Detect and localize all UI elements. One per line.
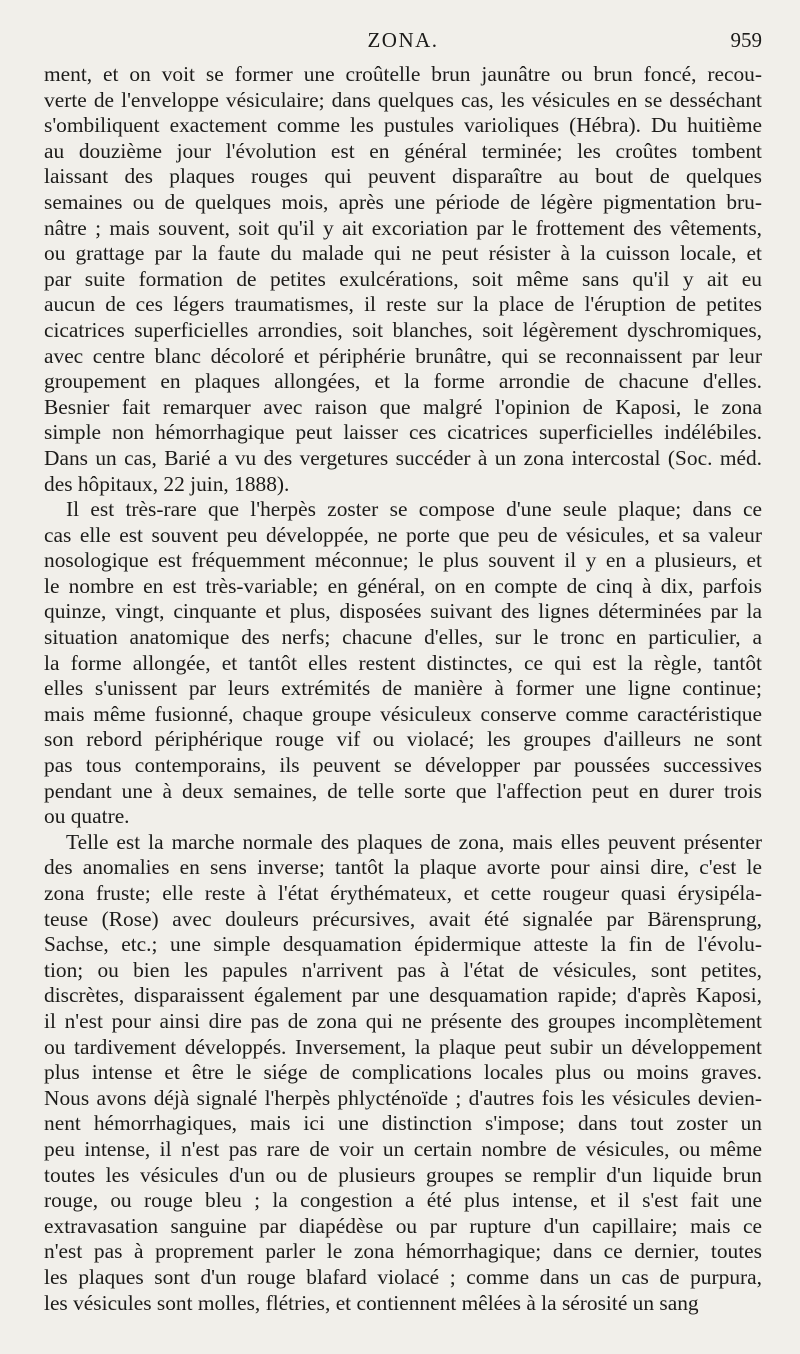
text-line: le nombre en est très-variable; en général, on en compte de cinq à dix, parfois <box>44 573 762 598</box>
paragraph <box>44 62 762 497</box>
text-line: simple non hémorrhagique peut laisser ces cicatrices superficielles indélébiles. <box>44 420 762 445</box>
text-line: la forme allongée, et tantôt elles restent distinctes, ce qui est la règle, tantôt <box>44 650 762 675</box>
text-line: nâtre ; mais souvent, soit qu'il y ait excoriation par le frottement des vêtements, <box>44 215 762 240</box>
text-line: zona fruste; elle reste à l'état érythémateux, et cette rougeur quasi érysipéla- <box>44 881 762 905</box>
text-line: n'est pas à proprement parler le zona hémorrhagique; dans ce dernier, toutes <box>44 1239 762 1264</box>
running-head: ZONA. <box>367 28 439 52</box>
text-line: elles s'unissent par leurs extrémités de manière à former une ligne continue; <box>44 676 762 701</box>
text-line: Dans un cas, Barié a vu des vergetures succéder à un zona intercostal (Soc. méd. <box>44 445 762 470</box>
text-line: ou quatre. <box>44 804 130 829</box>
text-line: par suite formation de petites exulcérations, soit même sans qu'il y ait eu <box>44 266 762 291</box>
text-line: Sachse, etc.; une simple desquamation épidermique atteste la fin de l'évolu- <box>44 932 762 957</box>
text-line: Telle est la marche normale des plaques de zona, mais elles peuvent présenter <box>66 829 762 854</box>
text-line: pas tous contemporains, ils peuvent se développer par poussées successives <box>44 753 762 778</box>
text-line: situation anatomique des nerfs; chacune d'elles, sur le tronc en particulier, a <box>44 625 762 650</box>
text-line: Il est très-rare que l'herpès zoster se compose d'une seule plaque; dans ce <box>66 497 762 522</box>
text-line: peu intense, il n'est pas rare de voir un certain nombre de vésicules, ou même <box>44 1136 762 1161</box>
text-line: extravasation sanguine par diapédèse ou par rupture d'un capillaire; mais ce <box>44 1213 762 1238</box>
text-line: laissant des plaques rouges qui peuvent disparaître au bout de quelques <box>44 164 762 189</box>
text-line: des hôpitaux, 22 juin, 1888). <box>44 471 290 496</box>
text-line: il n'est pour ainsi dire pas de zona qui ne présente des groupes incomplètement <box>44 1008 762 1033</box>
text-line: ou grattage par la faute du malade qui ne peut résister à la cuisson locale, et <box>44 241 762 266</box>
text-line: teuse (Rose) avec douleurs précursives, avait été signalée par Bärensprung, <box>44 906 762 931</box>
text-line: quinze, vingt, cinquante et plus, disposées suivant des lignes déterminées par la <box>44 599 762 624</box>
text-line: au douzième jour l'évolution est en général terminée; les croûtes tombent <box>44 138 762 163</box>
text-line: aucun de ces légers traumatismes, il reste sur la place de l'éruption de petites <box>44 292 762 317</box>
text-line: groupement en plaques allongées, et la forme arrondie de chacune d'elles. <box>44 369 762 394</box>
text-line: pendant une à deux semaines, de telle sorte que l'affection peut en durer trois <box>44 778 762 803</box>
text-line: ment, et on voit se former une croûtelle brun jaunâtre ou brun foncé, recou- <box>44 62 762 86</box>
text-line: verte de l'enveloppe vésiculaire; dans quelques cas, les vésicules en se desséchant <box>44 87 762 112</box>
page-number: 959 <box>730 28 762 52</box>
text-line: des anomalies en sens inverse; tantôt la plaque avorte pour ainsi dire, c'est le <box>44 855 762 880</box>
text-line: Besnier fait remarquer avec raison que malgré l'opinion de Kaposi, le zona <box>44 394 762 419</box>
text-line: cicatrices superficielles arrondies, soit blanches, soit légèrement dyschromiques, <box>44 317 762 342</box>
text-line: cas elle est souvent peu développée, ne porte que peu de vésicules, et sa valeur <box>44 522 762 547</box>
paragraph <box>44 830 762 1316</box>
text-line: rouge, ou rouge bleu ; la congestion a été plus intense, et il s'est fait une <box>44 1188 762 1213</box>
text-line: ou tardivement développés. Inversement, la plaque peut subir un développement <box>44 1034 762 1059</box>
text-line: tion; ou bien les papules n'arrivent pas à l'état de vésicules, sont petites, <box>44 957 762 982</box>
text-line: nosologique est fréquemment méconnue; le plus souvent il y en a plusieurs, et <box>44 548 762 573</box>
text-line: mais même fusionné, chaque groupe vésiculeux conserve comme caractéristique <box>44 701 762 726</box>
text-line: semaines ou de quelques mois, après une période de légère pigmentation bru- <box>44 189 762 214</box>
text-line: Nous avons déjà signalé l'herpès phlycténoïde ; d'autres fois les vésicules devien- <box>44 1085 762 1110</box>
text-line: son rebord périphérique rouge vif ou violacé; les groupes d'ailleurs ne sont <box>44 727 762 752</box>
text-line: s'ombiliquent exactement comme les pustules varioliques (Hébra). Du huitième <box>44 113 762 138</box>
text-line: les vésicules sont molles, flétries, et contiennent mêlées à la sérosité un sang <box>44 1290 699 1315</box>
page-header <box>44 28 762 56</box>
text-line: plus intense et être le siége de complications locales plus ou moins graves. <box>44 1060 762 1085</box>
text-line: les plaques sont d'un rouge blafard violacé ; comme dans un cas de purpura, <box>44 1264 762 1289</box>
body-text <box>44 62 762 1316</box>
text-line: avec centre blanc décoloré et périphérie brunâtre, qui se reconnaissent par leur <box>44 343 762 368</box>
text-line: discrètes, disparaissent également par une desquamation rapide; d'après Kaposi, <box>44 983 762 1008</box>
text-line: toutes les vésicules d'un ou de plusieurs groupes se remplir d'un liquide brun <box>44 1162 762 1187</box>
text-line: nent hémorrhagiques, mais ici une distinction s'impose; dans tout zoster un <box>44 1111 762 1136</box>
paragraph <box>44 497 762 830</box>
